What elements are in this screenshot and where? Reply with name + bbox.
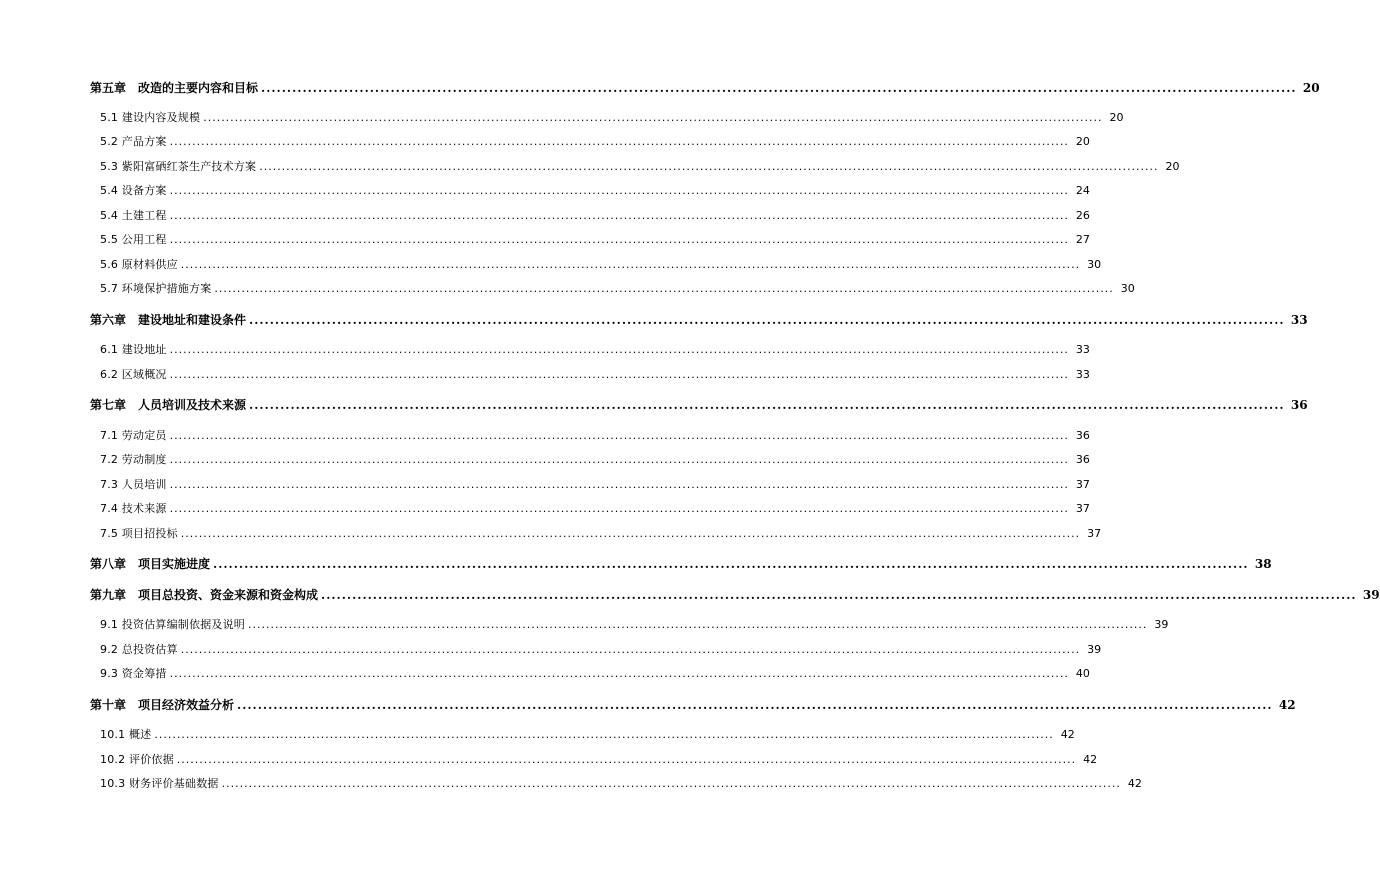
toc-page-number: 39: [1154, 618, 1169, 631]
toc-leader-dots: ........................................................................................................................................................................................................: [180, 258, 1081, 271]
toc-page-number: 36: [1290, 398, 1308, 412]
toc-leader-dots: ........................................................................................................................................................................................................: [249, 398, 1285, 412]
toc-page-number: 30: [1087, 258, 1102, 271]
toc-entry-title: 5.4 设备方案: [100, 184, 167, 197]
toc-chapter-row[interactable]: [90, 586, 1380, 603]
toc-page-number: 39: [1362, 588, 1380, 602]
toc-leader-dots: ........................................................................................................................................................................................................: [248, 618, 1148, 631]
toc-entry-title: 9.3 资金筹措: [100, 667, 167, 680]
toc-entry-title: 10.3 财务评价基础数据: [100, 777, 219, 790]
toc-leader-dots: ........................................................................................................................................................................................................: [169, 343, 1069, 356]
toc-page-number: 24: [1075, 184, 1090, 197]
toc-page-number: 20: [1109, 111, 1124, 124]
toc-chapter-row[interactable]: [90, 555, 1272, 572]
toc-entry-title: 5.3 紫阳富硒红茶生产技术方案: [100, 160, 257, 173]
toc-page-number: 33: [1290, 313, 1308, 327]
toc-entry-title: 7.2 劳动制度: [100, 453, 167, 466]
toc-leader-dots: ........................................................................................................................................................................................................: [169, 502, 1069, 515]
toc-entry-title: 第九章 项目总投资、资金来源和资金构成: [90, 588, 319, 602]
toc-entry-title: 7.1 劳动定员: [100, 429, 167, 442]
toc-page-number: 27: [1075, 233, 1090, 246]
toc-chapter-row[interactable]: [90, 396, 1308, 413]
toc-entry-title: 6.2 区域概况: [100, 368, 167, 381]
toc-entry-title: 7.5 项目招投标: [100, 527, 178, 540]
toc-section-row[interactable]: [100, 207, 1090, 223]
toc-section-row[interactable]: [100, 341, 1090, 357]
toc-leader-dots: ........................................................................................................................................................................................................: [169, 368, 1069, 381]
toc-leader-dots: ........................................................................................................................................................................................................: [221, 777, 1121, 790]
toc-leader-dots: ........................................................................................................................................................................................................: [214, 282, 1114, 295]
toc-entry-title: 10.2 评价依据: [100, 753, 174, 766]
toc-leader-dots: ........................................................................................................................................................................................................: [169, 453, 1069, 466]
toc-page-number: 37: [1087, 527, 1102, 540]
toc-leader-dots: ........................................................................................................................................................................................................: [180, 527, 1081, 540]
toc-entry-title: 5.2 产品方案: [100, 135, 167, 148]
toc-section-row[interactable]: [100, 109, 1124, 125]
toc-leader-dots: ........................................................................................................................................................................................................: [259, 160, 1159, 173]
toc-page-number: 38: [1254, 557, 1272, 571]
toc-leader-dots: ........................................................................................................................................................................................................: [249, 313, 1285, 327]
toc-section-row[interactable]: [100, 182, 1090, 198]
toc-entry-title: 9.1 投资估算编制依据及说明: [100, 618, 245, 631]
toc-leader-dots: ........................................................................................................................................................................................................: [169, 233, 1069, 246]
toc-section-row[interactable]: [100, 775, 1142, 791]
toc-chapter-row[interactable]: [90, 311, 1308, 328]
toc-leader-dots: ........................................................................................................................................................................................................: [169, 184, 1069, 197]
toc-page-number: 42: [1127, 777, 1142, 790]
toc-section-row[interactable]: [100, 133, 1090, 149]
toc-page-number: 42: [1278, 698, 1296, 712]
toc-entry-title: 第十章 项目经济效益分析: [90, 698, 235, 712]
toc-entry-title: 第七章 人员培训及技术来源: [90, 398, 247, 412]
toc-leader-dots: ........................................................................................................................................................................................................: [169, 135, 1069, 148]
toc-leader-dots: ........................................................................................................................................................................................................: [169, 478, 1069, 491]
toc-leader-dots: ........................................................................................................................................................................................................: [169, 209, 1069, 222]
toc-entry-title: 5.1 建设内容及规模: [100, 111, 201, 124]
toc-page-number: 20: [1075, 135, 1090, 148]
toc-entry-title: 第八章 项目实施进度: [90, 557, 211, 571]
toc-section-row[interactable]: [100, 451, 1090, 467]
toc-entry-title: 10.1 概述: [100, 728, 152, 741]
toc-leader-dots: ........................................................................................................................................................................................................: [154, 728, 1054, 741]
toc-section-row[interactable]: [100, 256, 1102, 272]
toc-leader-dots: ........................................................................................................................................................................................................: [169, 429, 1069, 442]
toc-page-number: 33: [1075, 368, 1090, 381]
toc-leader-dots: ........................................................................................................................................................................................................: [321, 588, 1357, 602]
toc-section-row[interactable]: [100, 231, 1090, 247]
toc-leader-dots: ........................................................................................................................................................................................................: [203, 111, 1103, 124]
toc-entry-title: 5.5 公用工程: [100, 233, 167, 246]
toc-section-row[interactable]: [100, 427, 1090, 443]
toc-leader-dots: ........................................................................................................................................................................................................: [261, 81, 1297, 95]
toc-entry-title: 5.6 原材料供应: [100, 258, 178, 271]
toc-leader-dots: ........................................................................................................................................................................................................: [169, 667, 1069, 680]
toc-page-number: 30: [1120, 282, 1135, 295]
toc-page-number: 42: [1083, 753, 1098, 766]
toc-leader-dots: ........................................................................................................................................................................................................: [176, 753, 1077, 766]
toc-entry-title: 第五章 改造的主要内容和目标: [90, 81, 259, 95]
toc-page-number: 37: [1075, 478, 1090, 491]
toc-section-row[interactable]: [100, 500, 1090, 516]
toc-leader-dots: ........................................................................................................................................................................................................: [237, 698, 1273, 712]
toc-entry-title: 9.2 总投资估算: [100, 643, 178, 656]
toc-page-number: 37: [1075, 502, 1090, 515]
toc-page-number: 36: [1075, 429, 1090, 442]
toc-chapter-row[interactable]: [90, 79, 1320, 96]
toc-page-number: 36: [1075, 453, 1090, 466]
toc-page-number: 39: [1087, 643, 1102, 656]
toc-entry-title: 6.1 建设地址: [100, 343, 167, 356]
toc-section-row[interactable]: [100, 726, 1075, 742]
toc-section-row[interactable]: [100, 366, 1090, 382]
toc-entry-title: 5.4 土建工程: [100, 209, 167, 222]
toc-section-row[interactable]: [100, 751, 1098, 767]
toc-section-row[interactable]: [100, 641, 1102, 657]
toc-page-number: 20: [1302, 81, 1320, 95]
toc-chapter-row[interactable]: [90, 696, 1296, 713]
toc-entry-title: 第六章 建设地址和建设条件: [90, 313, 247, 327]
toc-entry-title: 7.4 技术来源: [100, 502, 167, 515]
toc-section-row[interactable]: [100, 158, 1180, 174]
toc-section-row[interactable]: [100, 616, 1169, 632]
toc-section-row[interactable]: [100, 665, 1090, 681]
toc-entry-title: 7.3 人员培训: [100, 478, 167, 491]
toc-page-number: 20: [1165, 160, 1180, 173]
toc-page-number: 42: [1060, 728, 1075, 741]
toc-section-row[interactable]: [100, 476, 1090, 492]
toc-entry-title: 5.7 环境保护措施方案: [100, 282, 212, 295]
toc-leader-dots: ........................................................................................................................................................................................................: [213, 557, 1249, 571]
toc-section-row[interactable]: [100, 525, 1102, 541]
toc-page-number: 33: [1075, 343, 1090, 356]
toc-section-row[interactable]: [100, 280, 1135, 296]
toc-page-number: 26: [1075, 209, 1090, 222]
toc-leader-dots: ........................................................................................................................................................................................................: [180, 643, 1081, 656]
toc-page-number: 40: [1075, 667, 1090, 680]
